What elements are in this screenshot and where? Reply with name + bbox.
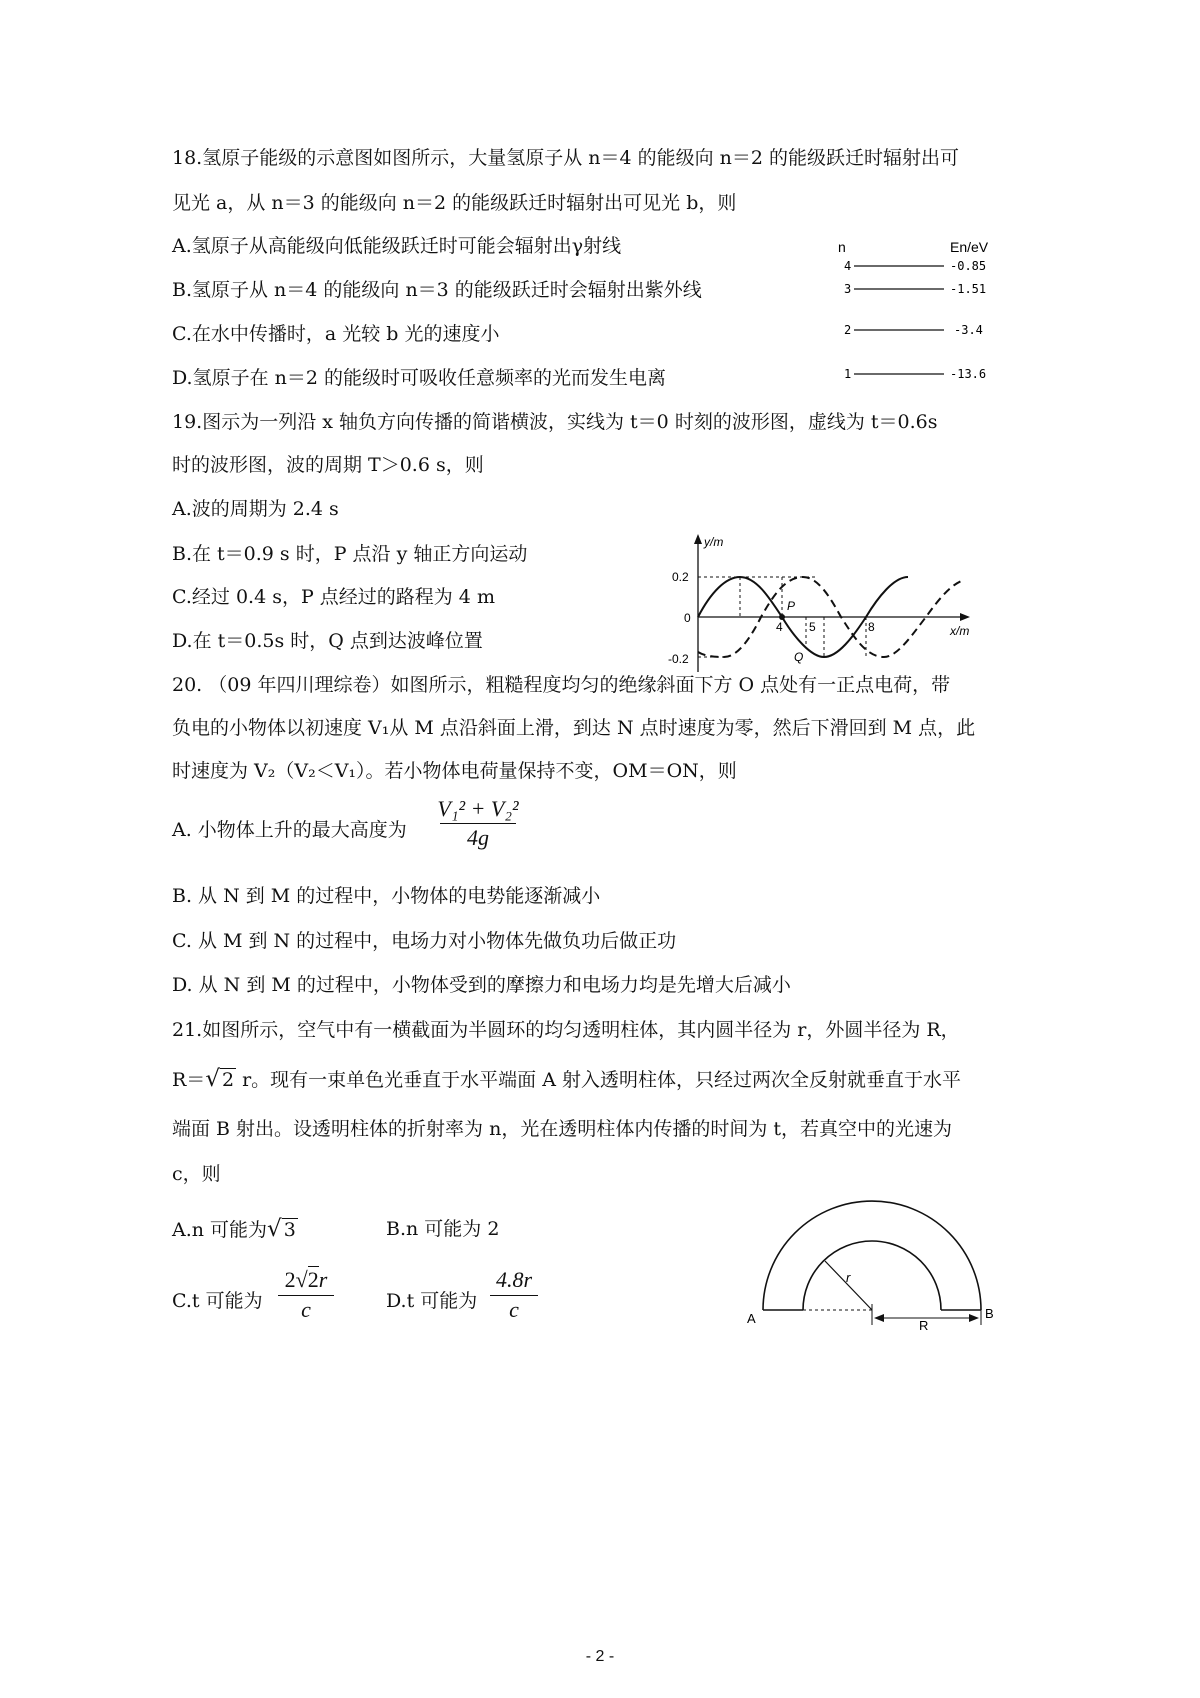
wave-x-tick-8: 8 — [868, 620, 875, 634]
q19-stem-line1: 19.图示为一列沿 x 轴负方向传播的简谐横波，实线为 t＝0 时刻的波形图，虚线为 t＝0.6s — [172, 411, 938, 433]
q18-option-c: C.在水中传播时，a 光较 b 光的速度小 — [172, 323, 500, 345]
sqrt-radicand: 2 — [221, 1069, 235, 1091]
fraction-numerator: V₁² + V₂² — [437, 796, 519, 821]
half-ring-label-b: B — [985, 1306, 994, 1321]
wave-x-label: x/m — [950, 624, 970, 638]
q21-stem-line1: 21.如图所示，空气中有一横截面为半圆环的均匀透明柱体，其内圆半径为 r，外圆半径为 R， — [172, 1019, 960, 1041]
q18-option-b: B.氢原子从 n＝4 的能级向 n＝3 的能级跃迁时会辐射出紫外线 — [172, 279, 702, 301]
q21-stem-line2-start: R＝ — [172, 1069, 206, 1091]
wave-y-label: y/m — [704, 535, 724, 549]
svg-text:-13.6: -13.6 — [950, 367, 987, 381]
svg-text:1: 1 — [844, 367, 852, 381]
sqrt-radicand: 2 — [307, 1267, 319, 1292]
q21-option-c-label: C.t 可能为 — [172, 1290, 263, 1312]
q20-stem-line2: 负电的小物体以初速度 V₁从 M 点沿斜面上滑，到达 N 点时速度为零，然后下滑回到 M 点，此 — [172, 717, 976, 739]
q18-stem-line2: 见光 a，从 n＝3 的能级向 n＝2 的能级跃迁时辐射出可见光 b，则 — [172, 192, 737, 214]
q19-option-c: C.经过 0.4 s，P 点经过的路程为 4 m — [172, 586, 495, 608]
q19-option-d: D.在 t＝0.5s 时，Q 点到达波峰位置 — [172, 630, 483, 652]
wave-graph — [666, 532, 976, 682]
sqrt-symbol: √ — [267, 1216, 282, 1242]
energy-e-label: En/eV — [950, 239, 989, 255]
q19-option-a: A.波的周期为 2.4 s — [172, 498, 339, 520]
energy-level-2 — [844, 323, 983, 337]
half-ring-label-big-r: R — [919, 1318, 929, 1330]
q21-stem-line4: c，则 — [172, 1163, 221, 1185]
fraction-numerator: 4.8r — [495, 1267, 533, 1292]
half-ring-diagram — [745, 1195, 1000, 1330]
wave-x-tick-5: 5 — [809, 620, 816, 634]
q18-stem-line1: 18.氢原子能级的示意图如图所示，大量氢原子从 n＝4 的能级向 n＝2 的能级跃迁时辐射出可 — [172, 147, 960, 169]
q21-option-a — [172, 1217, 298, 1242]
fraction-denominator: c — [301, 1297, 311, 1322]
wave-y-tick-zero: 0 — [684, 611, 691, 625]
q18-option-a: A.氢原子从高能级向低能级跃迁时可能会辐射出γ射线 — [172, 235, 622, 257]
energy-level-diagram — [830, 238, 1000, 388]
sqrt-radicand: 3 — [283, 1219, 296, 1241]
q21-stem-line3: 端面 B 射出。设透明柱体的折射率为 n，光在透明柱体内传播的时间为 t，若真空中的光速为 — [172, 1118, 952, 1140]
q20-option-a-fraction — [436, 796, 520, 852]
wave-y-tick-bottom: -0.2 — [668, 652, 689, 666]
q20-stem-line3: 时速度为 V₂（V₂＜V₁）。若小物体电荷量保持不变，OM＝ON，则 — [172, 760, 737, 782]
q19-stem-line2: 时的波形图，波的周期 T＞0.6 s，则 — [172, 454, 484, 476]
fraction-numerator — [276, 1266, 336, 1294]
wave-x-tick-4: 4 — [776, 620, 783, 634]
q21-stem-line2-rest: r。现有一束单色光垂直于水平端面 A 射入透明柱体，只经过两次全反射就垂直于水平 — [236, 1069, 961, 1091]
fraction-denominator: 4g — [467, 825, 489, 850]
energy-level-3 — [844, 282, 986, 296]
q21-stem-line2 — [172, 1067, 961, 1092]
numerator-coefficient: 2 — [284, 1267, 296, 1292]
wave-point-q: Q — [794, 650, 804, 664]
wave-point-p: P — [787, 599, 796, 613]
q20-option-a: A. 小物体上升的最大高度为 — [172, 819, 407, 841]
q21-option-c-fraction — [276, 1266, 336, 1324]
page-number: - 2 - — [585, 1648, 615, 1665]
sqrt-symbol: √ — [295, 1267, 308, 1292]
q19-option-b: B.在 t＝0.9 s 时，P 点沿 y 轴正方向运动 — [172, 543, 528, 565]
svg-text:2: 2 — [844, 323, 852, 337]
q21-option-a-label: A.n 可能为 — [172, 1219, 268, 1241]
energy-n-label: n — [838, 239, 846, 255]
sqrt-symbol: √ — [205, 1066, 220, 1092]
energy-level-1 — [844, 367, 986, 381]
q21-option-b: B.n 可能为 2 — [386, 1218, 500, 1240]
q20-option-b: B. 从 N 到 M 的过程中，小物体的电势能逐渐减小 — [172, 885, 601, 907]
q18-option-d: D.氢原子在 n＝2 的能级时可吸收任意频率的光而发生电离 — [172, 367, 667, 389]
svg-text:-0.85: -0.85 — [950, 259, 987, 273]
numerator-variable: r — [318, 1267, 328, 1292]
svg-text:3: 3 — [844, 282, 852, 296]
half-ring-label-a: A — [747, 1311, 756, 1326]
q20-option-c: C. 从 M 到 N 的过程中，电场力对小物体先做负功后做正功 — [172, 930, 677, 952]
q21-option-d-label: D.t 可能为 — [386, 1290, 478, 1312]
svg-text:-1.51: -1.51 — [950, 282, 987, 296]
fraction-denominator: c — [509, 1297, 519, 1322]
q20-stem-line1: 20. （09 年四川理综卷）如图所示，粗糙程度均匀的绝缘斜面下方 O 点处有一正点电荷，带 — [172, 674, 951, 696]
svg-text:4: 4 — [844, 259, 852, 273]
q21-option-d-fraction — [488, 1266, 540, 1324]
energy-level-4 — [844, 259, 986, 273]
svg-text:-3.4: -3.4 — [954, 323, 983, 337]
wave-y-tick-top: 0.2 — [672, 570, 689, 584]
q20-option-d: D. 从 N 到 M 的过程中，小物体受到的摩擦力和电场力均是先增大后减小 — [172, 974, 791, 996]
half-ring-label-r: r — [846, 1270, 851, 1285]
